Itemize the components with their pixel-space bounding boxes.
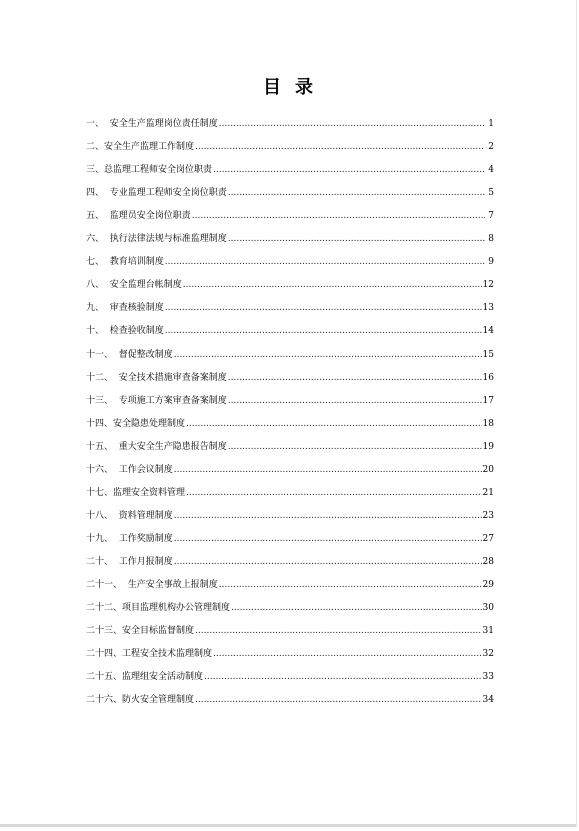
toc-entry-number: 一、	[86, 119, 110, 130]
toc-dot-leader	[228, 373, 482, 384]
toc-entry-label: 生产安全事故上报制度	[127, 579, 218, 590]
toc-entry-label: 工作会议制度	[118, 464, 173, 475]
toc-entry-label: 专项施工方案审查备案制度	[118, 395, 227, 406]
toc-entry-page-number: 18	[482, 418, 494, 429]
toc-entry[interactable]	[86, 176, 494, 199]
toc-entry-number: 十四、	[86, 418, 114, 429]
toc-entry-label: 工作月报制度	[118, 556, 173, 567]
toc-dot-leader	[213, 649, 482, 660]
toc-entry-page-number: 4	[488, 165, 494, 176]
toc-entry-number: 二十、	[86, 556, 119, 567]
toc-entry[interactable]	[86, 107, 494, 130]
toc-entry[interactable]	[86, 199, 494, 222]
toc-dot-leader	[195, 695, 482, 706]
toc-dot-leader	[213, 165, 485, 176]
toc-entry-label: 安全生产监理岗位责任制度	[109, 119, 218, 130]
toc-dot-leader	[174, 511, 482, 522]
toc-entry[interactable]	[86, 407, 494, 430]
toc-entry-page-number: 12	[482, 280, 494, 291]
toc-dot-leader	[186, 419, 482, 430]
toc-entry-number: 二十一、	[86, 579, 128, 590]
table-of-contents	[86, 107, 494, 706]
toc-entry-page-number: 8	[488, 234, 494, 245]
toc-entry[interactable]	[86, 384, 494, 407]
toc-title: 目录	[263, 77, 327, 98]
toc-entry-number: 十七、	[86, 487, 114, 498]
toc-entry-number: 五、	[86, 211, 110, 222]
toc-entry-number: 二十五、	[86, 672, 123, 683]
toc-dot-leader	[183, 280, 482, 291]
toc-entry-label: 教育培训制度	[109, 257, 164, 268]
toc-entry-number: 十八、	[86, 510, 119, 521]
toc-entry-page-number: 20	[482, 464, 494, 475]
toc-entry-label: 安全目标监督制度	[122, 626, 195, 637]
toc-entry-number: 八、	[86, 280, 110, 291]
toc-entry-label: 安全隐患处理制度	[113, 418, 186, 429]
toc-entry-number: 十六、	[86, 464, 119, 475]
toc-entry-number: 二十四、	[86, 649, 123, 660]
toc-dot-leader	[192, 211, 485, 222]
toc-entry-page-number: 9	[488, 257, 494, 268]
toc-entry-page-number: 21	[482, 487, 494, 498]
toc-entry-label: 资料管理制度	[118, 510, 173, 521]
toc-entry[interactable]	[86, 499, 494, 522]
toc-dot-leader	[195, 626, 482, 637]
toc-entry-label: 检查验收制度	[109, 326, 164, 337]
toc-entry[interactable]	[86, 545, 494, 568]
toc-dot-leader	[165, 326, 482, 337]
toc-entry-number: 二十六、	[86, 695, 123, 706]
toc-entry-label: 督促整改制度	[118, 349, 173, 360]
toc-dot-leader	[228, 234, 485, 245]
toc-entry-page-number: 31	[482, 626, 494, 637]
toc-dot-leader	[174, 534, 482, 545]
toc-dot-leader	[204, 672, 482, 683]
toc-entry-number: 十三、	[86, 395, 119, 406]
toc-entry-number: 三、	[86, 165, 105, 176]
toc-entry-number: 六、	[86, 234, 110, 245]
toc-entry[interactable]	[86, 222, 494, 245]
toc-entry-page-number: 14	[482, 326, 494, 337]
toc-entry[interactable]	[86, 153, 494, 176]
toc-entry[interactable]	[86, 660, 494, 683]
toc-entry[interactable]	[86, 453, 494, 476]
toc-entry[interactable]	[86, 683, 494, 706]
toc-entry-number: 二十二、	[86, 603, 123, 614]
toc-entry-label: 专业监理工程师安全岗位职责	[109, 188, 227, 199]
toc-dot-leader	[228, 396, 482, 407]
toc-entry-page-number: 28	[482, 556, 494, 567]
toc-entry[interactable]	[86, 637, 494, 660]
toc-entry-page-number: 30	[482, 603, 494, 614]
toc-dot-leader	[228, 188, 485, 199]
toc-entry[interactable]	[86, 268, 494, 291]
toc-entry-number: 十二、	[86, 372, 119, 383]
toc-entry-number: 十一、	[86, 349, 119, 360]
toc-dot-leader	[174, 465, 482, 476]
toc-dot-leader	[174, 557, 482, 568]
toc-entry[interactable]	[86, 568, 494, 591]
toc-entry-label: 安全生产监理工作制度	[104, 142, 195, 153]
toc-entry-label: 执行法律法规与标准监理制度	[109, 234, 227, 245]
toc-entry-page-number: 15	[482, 349, 494, 360]
toc-entry-page-number: 27	[482, 533, 494, 544]
toc-entry-page-number: 29	[482, 579, 494, 590]
toc-dot-leader	[195, 142, 485, 153]
toc-entry[interactable]	[86, 314, 494, 337]
toc-entry-number: 二十三、	[86, 626, 123, 637]
toc-entry-page-number: 23	[482, 510, 494, 521]
toc-entry-label: 重大安全生产隐患报告制度	[118, 441, 227, 452]
toc-entry-page-number: 5	[488, 188, 494, 199]
toc-entry-label: 总监理工程师安全岗位职责	[104, 165, 213, 176]
toc-dot-leader	[174, 350, 482, 361]
toc-entry-page-number: 19	[482, 441, 494, 452]
toc-entry-label: 工程安全技术监理制度	[122, 649, 213, 660]
toc-entry[interactable]	[86, 361, 494, 384]
toc-dot-leader	[165, 257, 485, 268]
toc-entry-page-number: 33	[482, 672, 494, 683]
toc-entry-label: 安全技术措施审查备案制度	[118, 372, 227, 383]
toc-entry-label: 监理组安全活动制度	[122, 672, 204, 683]
toc-entry-page-number: 7	[488, 211, 494, 222]
toc-entry[interactable]	[86, 245, 494, 268]
toc-entry-page-number: 13	[482, 303, 494, 314]
toc-entry-page-number: 2	[488, 142, 494, 153]
toc-entry-number: 十九、	[86, 533, 119, 544]
toc-entry-label: 工作奖励制度	[118, 533, 173, 544]
toc-entry-number: 九、	[86, 303, 110, 314]
toc-entry[interactable]	[86, 291, 494, 314]
toc-dot-leader	[228, 442, 482, 453]
toc-entry-label: 安全监理台帐制度	[109, 280, 182, 291]
toc-entry-label: 项目监理机构办公管理制度	[122, 603, 231, 614]
toc-entry-page-number: 1	[488, 119, 494, 130]
toc-entry[interactable]	[86, 522, 494, 545]
toc-entry-label: 防火安全管理制度	[122, 695, 195, 706]
toc-entry-label: 监理安全资料管理	[113, 487, 186, 498]
toc-entry-page-number: 34	[482, 695, 494, 706]
toc-dot-leader	[165, 303, 482, 314]
toc-entry[interactable]	[86, 614, 494, 637]
toc-entry-number: 十、	[86, 326, 110, 337]
toc-entry-number: 二、	[86, 142, 105, 153]
toc-entry-page-number: 17	[482, 395, 494, 406]
toc-dot-leader	[219, 119, 485, 130]
toc-entry[interactable]	[86, 430, 494, 453]
toc-entry-page-number: 16	[482, 372, 494, 383]
toc-dot-leader	[186, 488, 482, 499]
toc-entry[interactable]	[86, 476, 494, 499]
toc-entry[interactable]	[86, 591, 494, 614]
toc-entry[interactable]	[86, 130, 494, 153]
toc-dot-leader	[231, 603, 482, 614]
toc-entry-number: 七、	[86, 257, 110, 268]
toc-dot-leader	[219, 580, 482, 591]
toc-entry[interactable]	[86, 337, 494, 360]
toc-entry-label: 监理员安全岗位职责	[109, 211, 191, 222]
toc-entry-label: 审查核验制度	[109, 303, 164, 314]
toc-entry-number: 四、	[86, 188, 110, 199]
toc-entry-number: 十五、	[86, 441, 119, 452]
toc-entry-page-number: 32	[482, 649, 494, 660]
